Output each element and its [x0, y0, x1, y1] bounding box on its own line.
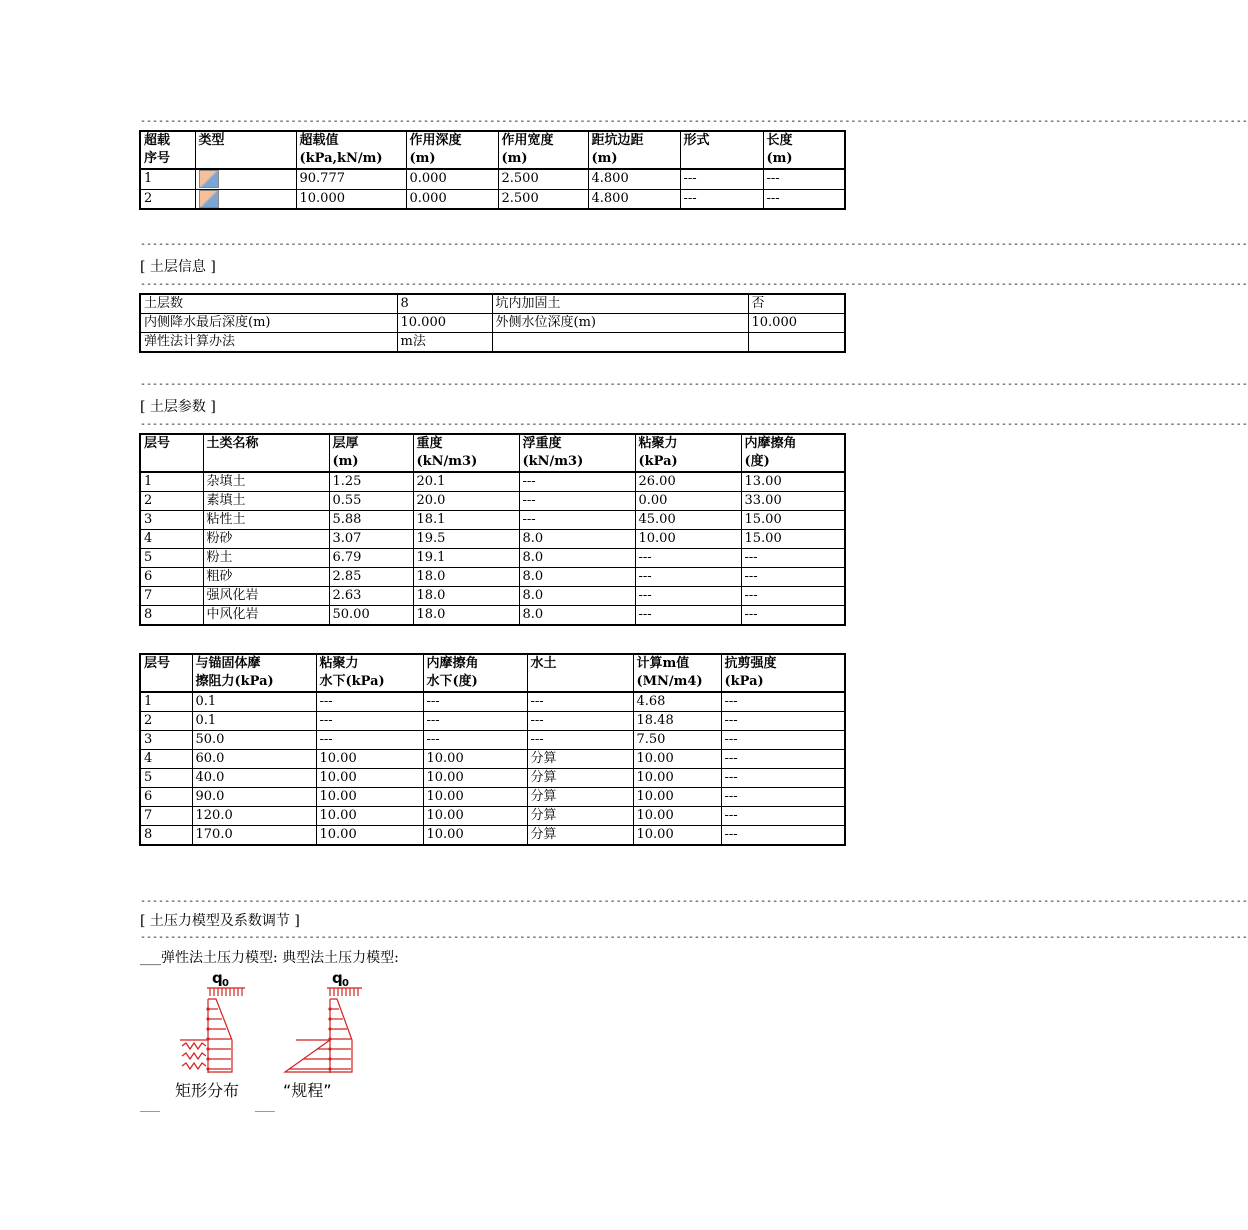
soil-params2-cell: 0.1: [192, 692, 316, 712]
soil-params-cell: 4: [140, 530, 203, 549]
soil-params2-cell: 分算: [527, 826, 633, 846]
header-line-2: (m): [332, 454, 359, 469]
soil-params-cell: 50.00: [329, 606, 413, 626]
header-line-1: 长度: [766, 133, 793, 148]
header-line-2: (m): [591, 151, 618, 166]
soil-params-cell: 1: [140, 472, 203, 492]
soil-params-cell: 粘性土: [203, 511, 329, 530]
header-line-1: 抗剪强度: [724, 656, 777, 671]
soil-params2-cell: 120.0: [192, 807, 316, 826]
surcharge-table: [139, 130, 846, 210]
soil-params2-cell: ---: [721, 788, 845, 807]
soil-params2-cell: 10.00: [423, 807, 527, 826]
soil-params-row: [140, 530, 845, 549]
header-line-2: (m): [766, 151, 793, 166]
soil-params2-cell: 分算: [527, 750, 633, 769]
header-line-1: 层号: [144, 656, 171, 671]
soil-params-col-header: [329, 434, 413, 472]
soil-params-col-header: [140, 434, 203, 472]
header-line-1: 粘聚力: [319, 656, 359, 671]
surcharge-cell: 1: [140, 169, 195, 189]
header-line-2: (MN/m4): [636, 674, 703, 689]
soil-params2-cell: 10.00: [633, 826, 721, 846]
header-spacer: [531, 673, 630, 691]
soil-params-cell: 8.0: [519, 530, 635, 549]
soil-params-cell: 20.1: [413, 472, 519, 492]
soil-params-cell: 33.00: [741, 492, 845, 511]
soil-params-cell: ---: [741, 587, 845, 606]
soil-params2-cell: 分算: [527, 807, 633, 826]
soil-params2-cell: ---: [721, 826, 845, 846]
header-line-1: 与锚固体摩: [195, 656, 261, 671]
soil-params-cell: 45.00: [635, 511, 741, 530]
header-spacer: [144, 453, 200, 471]
header-line-1: 水土: [530, 656, 557, 671]
soil-params2-row: [140, 826, 845, 846]
header-line-1: 类型: [198, 133, 225, 148]
soil-params-cell: 13.00: [741, 472, 845, 492]
soil-params2-cell: 10.00: [316, 826, 423, 846]
surcharge-col-header: [406, 131, 498, 169]
soil-params-cell: 7: [140, 587, 203, 606]
soil-params-cell: 素填土: [203, 492, 329, 511]
header-line-2: (m): [409, 151, 436, 166]
surcharge-cell: 4.800: [588, 189, 680, 209]
soil-params-cell: 粗砂: [203, 568, 329, 587]
soil-params2-cell: ---: [721, 750, 845, 769]
header-line-2: (kN/m3): [416, 454, 478, 469]
soil-params-row: [140, 472, 845, 492]
header-line-2: 擦阻力(kPa): [195, 674, 274, 689]
section-title-soil-params: [ 土层参数 ]: [140, 399, 216, 415]
header-line-2: (度): [744, 454, 770, 469]
surcharge-col-header: [296, 131, 406, 169]
soil-params2-col-header: [527, 654, 633, 692]
soil-params2-cell: 10.00: [316, 788, 423, 807]
soil-params-cell: ---: [635, 568, 741, 587]
soil-info-row: [140, 314, 845, 333]
soil-params2-cell: ---: [721, 692, 845, 712]
soil-info-row: [140, 333, 845, 353]
soil-params-col-header: [203, 434, 329, 472]
soil-info-table: [139, 293, 846, 353]
soil-params2-cell: ---: [423, 712, 527, 731]
soil-params2-cell: ---: [721, 807, 845, 826]
header-line-1: 粘聚力: [638, 436, 678, 451]
soil-params-cell: 0.55: [329, 492, 413, 511]
soil-params-cell: 26.00: [635, 472, 741, 492]
soil-params-cell: 6: [140, 568, 203, 587]
surcharge-cell: ---: [680, 169, 763, 189]
surcharge-cell: 90.777: [296, 169, 406, 189]
header-line-1: 内摩擦角: [744, 436, 797, 451]
soil-params2-col-header: [316, 654, 423, 692]
soil-info-cell: [748, 333, 845, 353]
soil-params2-cell: ---: [527, 692, 633, 712]
header-line-1: 超载值: [299, 133, 339, 148]
soil-params-cell: ---: [741, 606, 845, 626]
header-line-2: 序号: [144, 151, 171, 166]
soil-info-cell: 外侧水位深度(m): [492, 314, 748, 333]
soil-params2-cell: 10.00: [633, 788, 721, 807]
soil-params-cell: 2.63: [329, 587, 413, 606]
soil-params2-col-header: [423, 654, 527, 692]
soil-params2-row: [140, 788, 845, 807]
soil-params-cell: 杂填土: [203, 472, 329, 492]
surcharge-cell: 2: [140, 189, 195, 209]
soil-params-cell: 强风化岩: [203, 587, 329, 606]
soil-params2-cell: 10.00: [633, 807, 721, 826]
soil-params2-cell: 分算: [527, 788, 633, 807]
header-line-1: 层号: [144, 436, 171, 451]
header-line-1: 浮重度: [522, 436, 562, 451]
soil-params2-cell: 60.0: [192, 750, 316, 769]
soil-params-row: [140, 606, 845, 626]
soil-params-cell: 3: [140, 511, 203, 530]
surcharge-col-header: [140, 131, 195, 169]
soil-params2-cell: ---: [423, 731, 527, 750]
image-placeholder-icon: [199, 190, 219, 208]
soil-params2-cell: 1: [140, 692, 192, 712]
soil-params2-cell: 10.00: [423, 826, 527, 846]
soil-params2-cell: ---: [423, 692, 527, 712]
soil-params2-row: [140, 807, 845, 826]
soil-params2-cell: ---: [721, 712, 845, 731]
soil-params-table: [139, 433, 846, 626]
soil-params2-col-header: [721, 654, 845, 692]
separator-line: ----------------------------------------------------------------------------------------------------------------------------------------------------------------------------------------: [140, 419, 1248, 430]
soil-params-cell: 10.00: [635, 530, 741, 549]
surcharge-cell: 0.000: [406, 169, 498, 189]
soil-params2-row: [140, 712, 845, 731]
soil-params-row: [140, 492, 845, 511]
soil-params-cell: 5: [140, 549, 203, 568]
soil-info-cell: 土层数: [140, 294, 397, 314]
separator-line: ----------------------------------------------------------------------------------------------------------------------------------------------------------------------------------------: [140, 932, 1248, 943]
load-subscript: 0: [222, 978, 229, 989]
soil-params-row: [140, 549, 845, 568]
soil-params-cell: ---: [635, 606, 741, 626]
soil-params2-col-header: [192, 654, 316, 692]
soil-params2-cell: ---: [527, 731, 633, 750]
surcharge-cell: ---: [763, 169, 845, 189]
soil-params-cell: 18.1: [413, 511, 519, 530]
soil-params-cell: 粉土: [203, 549, 329, 568]
underline-1: ___: [140, 1099, 160, 1112]
earth-pressure-model-text: [140, 949, 399, 967]
soil-info-cell: 坑内加固土: [492, 294, 748, 314]
soil-info-row: [140, 294, 845, 314]
soil-info-cell: 弹性法计算办法: [140, 333, 397, 353]
soil-params2-cell: 10.00: [316, 807, 423, 826]
soil-params2-row: [140, 731, 845, 750]
soil-info-cell: 内侧降水最后深度(m): [140, 314, 397, 333]
underline-prefix: ___: [140, 950, 161, 966]
header-line-1: 计算m值: [636, 656, 690, 671]
soil-params-cell: ---: [519, 492, 635, 511]
header-spacer: [144, 673, 189, 691]
soil-params-cell: 中风化岩: [203, 606, 329, 626]
load-label: q: [212, 969, 223, 987]
soil-params-cell: 2.85: [329, 568, 413, 587]
soil-params2-cell: 0.1: [192, 712, 316, 731]
header-line-2: (kPa): [724, 674, 764, 689]
diagram-caption: “规程”: [283, 1081, 332, 1100]
soil-params-cell: 0.00: [635, 492, 741, 511]
surcharge-cell: ---: [680, 189, 763, 209]
soil-params-cell: ---: [741, 568, 845, 587]
surcharge-row: [140, 169, 845, 189]
surcharge-row: [140, 189, 845, 209]
surcharge-col-header: [680, 131, 763, 169]
soil-params2-cell: 10.00: [423, 750, 527, 769]
soil-params-row: [140, 511, 845, 530]
soil-info-cell: 10.000: [748, 314, 845, 333]
soil-params2-cell: ---: [316, 712, 423, 731]
soil-params2-cell: ---: [316, 731, 423, 750]
soil-params-cell: 8: [140, 606, 203, 626]
soil-info-cell: m法: [397, 333, 492, 353]
soil-params2-cell: 50.0: [192, 731, 316, 750]
soil-params2-cell: ---: [721, 769, 845, 788]
header-line-1: 重度: [416, 436, 443, 451]
soil-params2-cell: 7.50: [633, 731, 721, 750]
soil-params-cell: 15.00: [741, 511, 845, 530]
underline-2: ___: [255, 1099, 275, 1112]
header-line-2: 水下(度): [426, 674, 478, 689]
separator-line: ----------------------------------------------------------------------------------------------------------------------------------------------------------------------------------------: [140, 239, 1248, 250]
surcharge-cell: ---: [763, 189, 845, 209]
header-line-2: (kN/m3): [522, 454, 584, 469]
soil-params-col-header: [519, 434, 635, 472]
separator-line: ----------------------------------------------------------------------------------------------------------------------------------------------------------------------------------------: [140, 896, 1248, 907]
soil-params-cell: ---: [519, 472, 635, 492]
soil-params-col-header: [635, 434, 741, 472]
soil-params-cell: 18.0: [413, 587, 519, 606]
header-line-1: 距坑边距: [591, 133, 644, 148]
separator-line: ----------------------------------------------------------------------------------------------------------------------------------------------------------------------------------------: [140, 379, 1248, 390]
soil-params-cell: 8.0: [519, 587, 635, 606]
rectangular-distribution-figure: [170, 968, 280, 1103]
header-line-2: (kPa,kN/m): [299, 151, 383, 166]
soil-params-cell: 3.07: [329, 530, 413, 549]
header-line-1: 形式: [683, 133, 710, 148]
surcharge-cell: 2.500: [498, 189, 588, 209]
surcharge-col-header: [195, 131, 296, 169]
soil-params2-cell: 170.0: [192, 826, 316, 846]
surcharge-col-header: [498, 131, 588, 169]
soil-params-cell: ---: [635, 549, 741, 568]
soil-params-col-header: [741, 434, 845, 472]
soil-params-row: [140, 568, 845, 587]
soil-params-cell: 15.00: [741, 530, 845, 549]
soil-params2-cell: 分算: [527, 769, 633, 788]
surcharge-cell: 0.000: [406, 189, 498, 209]
header-line-1: 作用宽度: [501, 133, 554, 148]
surcharge-cell: [195, 189, 296, 209]
soil-params-cell: 粉砂: [203, 530, 329, 549]
soil-params2-cell: 10.00: [633, 750, 721, 769]
soil-params2-cell: 18.48: [633, 712, 721, 731]
soil-params2-cell: 4: [140, 750, 192, 769]
soil-params2-cell: 10.00: [423, 788, 527, 807]
soil-params2-row: [140, 692, 845, 712]
surcharge-cell: 10.000: [296, 189, 406, 209]
section-title-earth-pressure: [ 土压力模型及系数调节 ]: [140, 913, 300, 929]
header-spacer: [199, 150, 293, 168]
soil-info-cell: 10.000: [397, 314, 492, 333]
soil-params2-col-header: [633, 654, 721, 692]
header-line-1: 土类名称: [206, 436, 259, 451]
soil-params-cell: 19.5: [413, 530, 519, 549]
soil-params-cell: 1.25: [329, 472, 413, 492]
soil-params2-cell: 8: [140, 826, 192, 846]
soil-params2-cell: ---: [721, 731, 845, 750]
soil-params2-cell: 10.00: [423, 769, 527, 788]
header-spacer: [684, 150, 760, 168]
soil-params2-cell: 5: [140, 769, 192, 788]
soil-params2-col-header: [140, 654, 192, 692]
soil-params2-cell: 7: [140, 807, 192, 826]
surcharge-col-header: [588, 131, 680, 169]
header-line-1: 层厚: [332, 436, 359, 451]
separator-line: ----------------------------------------------------------------------------------------------------------------------------------------------------------------------------------------: [140, 116, 1248, 127]
header-line-1: 作用深度: [409, 133, 462, 148]
diagram-rectangular: [170, 968, 280, 1103]
soil-params-cell: 19.1: [413, 549, 519, 568]
soil-params-cell: 2: [140, 492, 203, 511]
soil-params2-cell: 10.00: [633, 769, 721, 788]
soil-params2-cell: ---: [316, 692, 423, 712]
soil-params-cell: 8.0: [519, 568, 635, 587]
soil-params2-cell: 10.00: [316, 769, 423, 788]
soil-params2-cell: 10.00: [316, 750, 423, 769]
soil-params-col-header: [413, 434, 519, 472]
soil-info-cell: 否: [748, 294, 845, 314]
header-line-2: 水下(kPa): [319, 674, 385, 689]
surcharge-cell: [195, 169, 296, 189]
header-line-1: 内摩擦角: [426, 656, 479, 671]
diagram-code: [280, 968, 390, 1103]
header-line-1: 超载: [144, 133, 171, 148]
soil-params-cell: 20.0: [413, 492, 519, 511]
load-subscript: 0: [342, 978, 349, 989]
soil-params-cell: ---: [635, 587, 741, 606]
soil-params-cell: 18.0: [413, 606, 519, 626]
image-placeholder-icon: [199, 170, 219, 188]
diagram-caption: 矩形分布: [175, 1081, 240, 1100]
header-line-2: (kPa): [638, 454, 678, 469]
soil-params2-row: [140, 750, 845, 769]
soil-info-cell: 8: [397, 294, 492, 314]
soil-params2-cell: 3: [140, 731, 192, 750]
soil-params-cell: ---: [741, 549, 845, 568]
soil-params2-row: [140, 769, 845, 788]
separator-line: ----------------------------------------------------------------------------------------------------------------------------------------------------------------------------------------: [140, 279, 1248, 290]
header-spacer: [207, 453, 326, 471]
soil-params2-cell: 40.0: [192, 769, 316, 788]
soil-params-table-2: [139, 653, 846, 846]
soil-info-cell: [492, 333, 748, 353]
surcharge-cell: 4.800: [588, 169, 680, 189]
soil-params-cell: 8.0: [519, 606, 635, 626]
soil-params-cell: ---: [519, 511, 635, 530]
soil-params-cell: 6.79: [329, 549, 413, 568]
soil-params-cell: 8.0: [519, 549, 635, 568]
model-labels: 弹性法土压力模型: 典型法土压力模型:: [161, 950, 399, 966]
surcharge-cell: 2.500: [498, 169, 588, 189]
soil-params2-cell: ---: [527, 712, 633, 731]
soil-params2-cell: 2: [140, 712, 192, 731]
soil-params2-cell: 6: [140, 788, 192, 807]
header-line-2: (m): [501, 151, 528, 166]
load-label: q: [332, 969, 343, 987]
soil-params2-cell: 90.0: [192, 788, 316, 807]
section-title-soil-info: [ 土层信息 ]: [140, 259, 216, 275]
soil-params2-cell: 4.68: [633, 692, 721, 712]
surcharge-col-header: [763, 131, 845, 169]
code-distribution-figure: [280, 968, 390, 1103]
soil-params-row: [140, 587, 845, 606]
soil-params-cell: 18.0: [413, 568, 519, 587]
soil-params-cell: 5.88: [329, 511, 413, 530]
